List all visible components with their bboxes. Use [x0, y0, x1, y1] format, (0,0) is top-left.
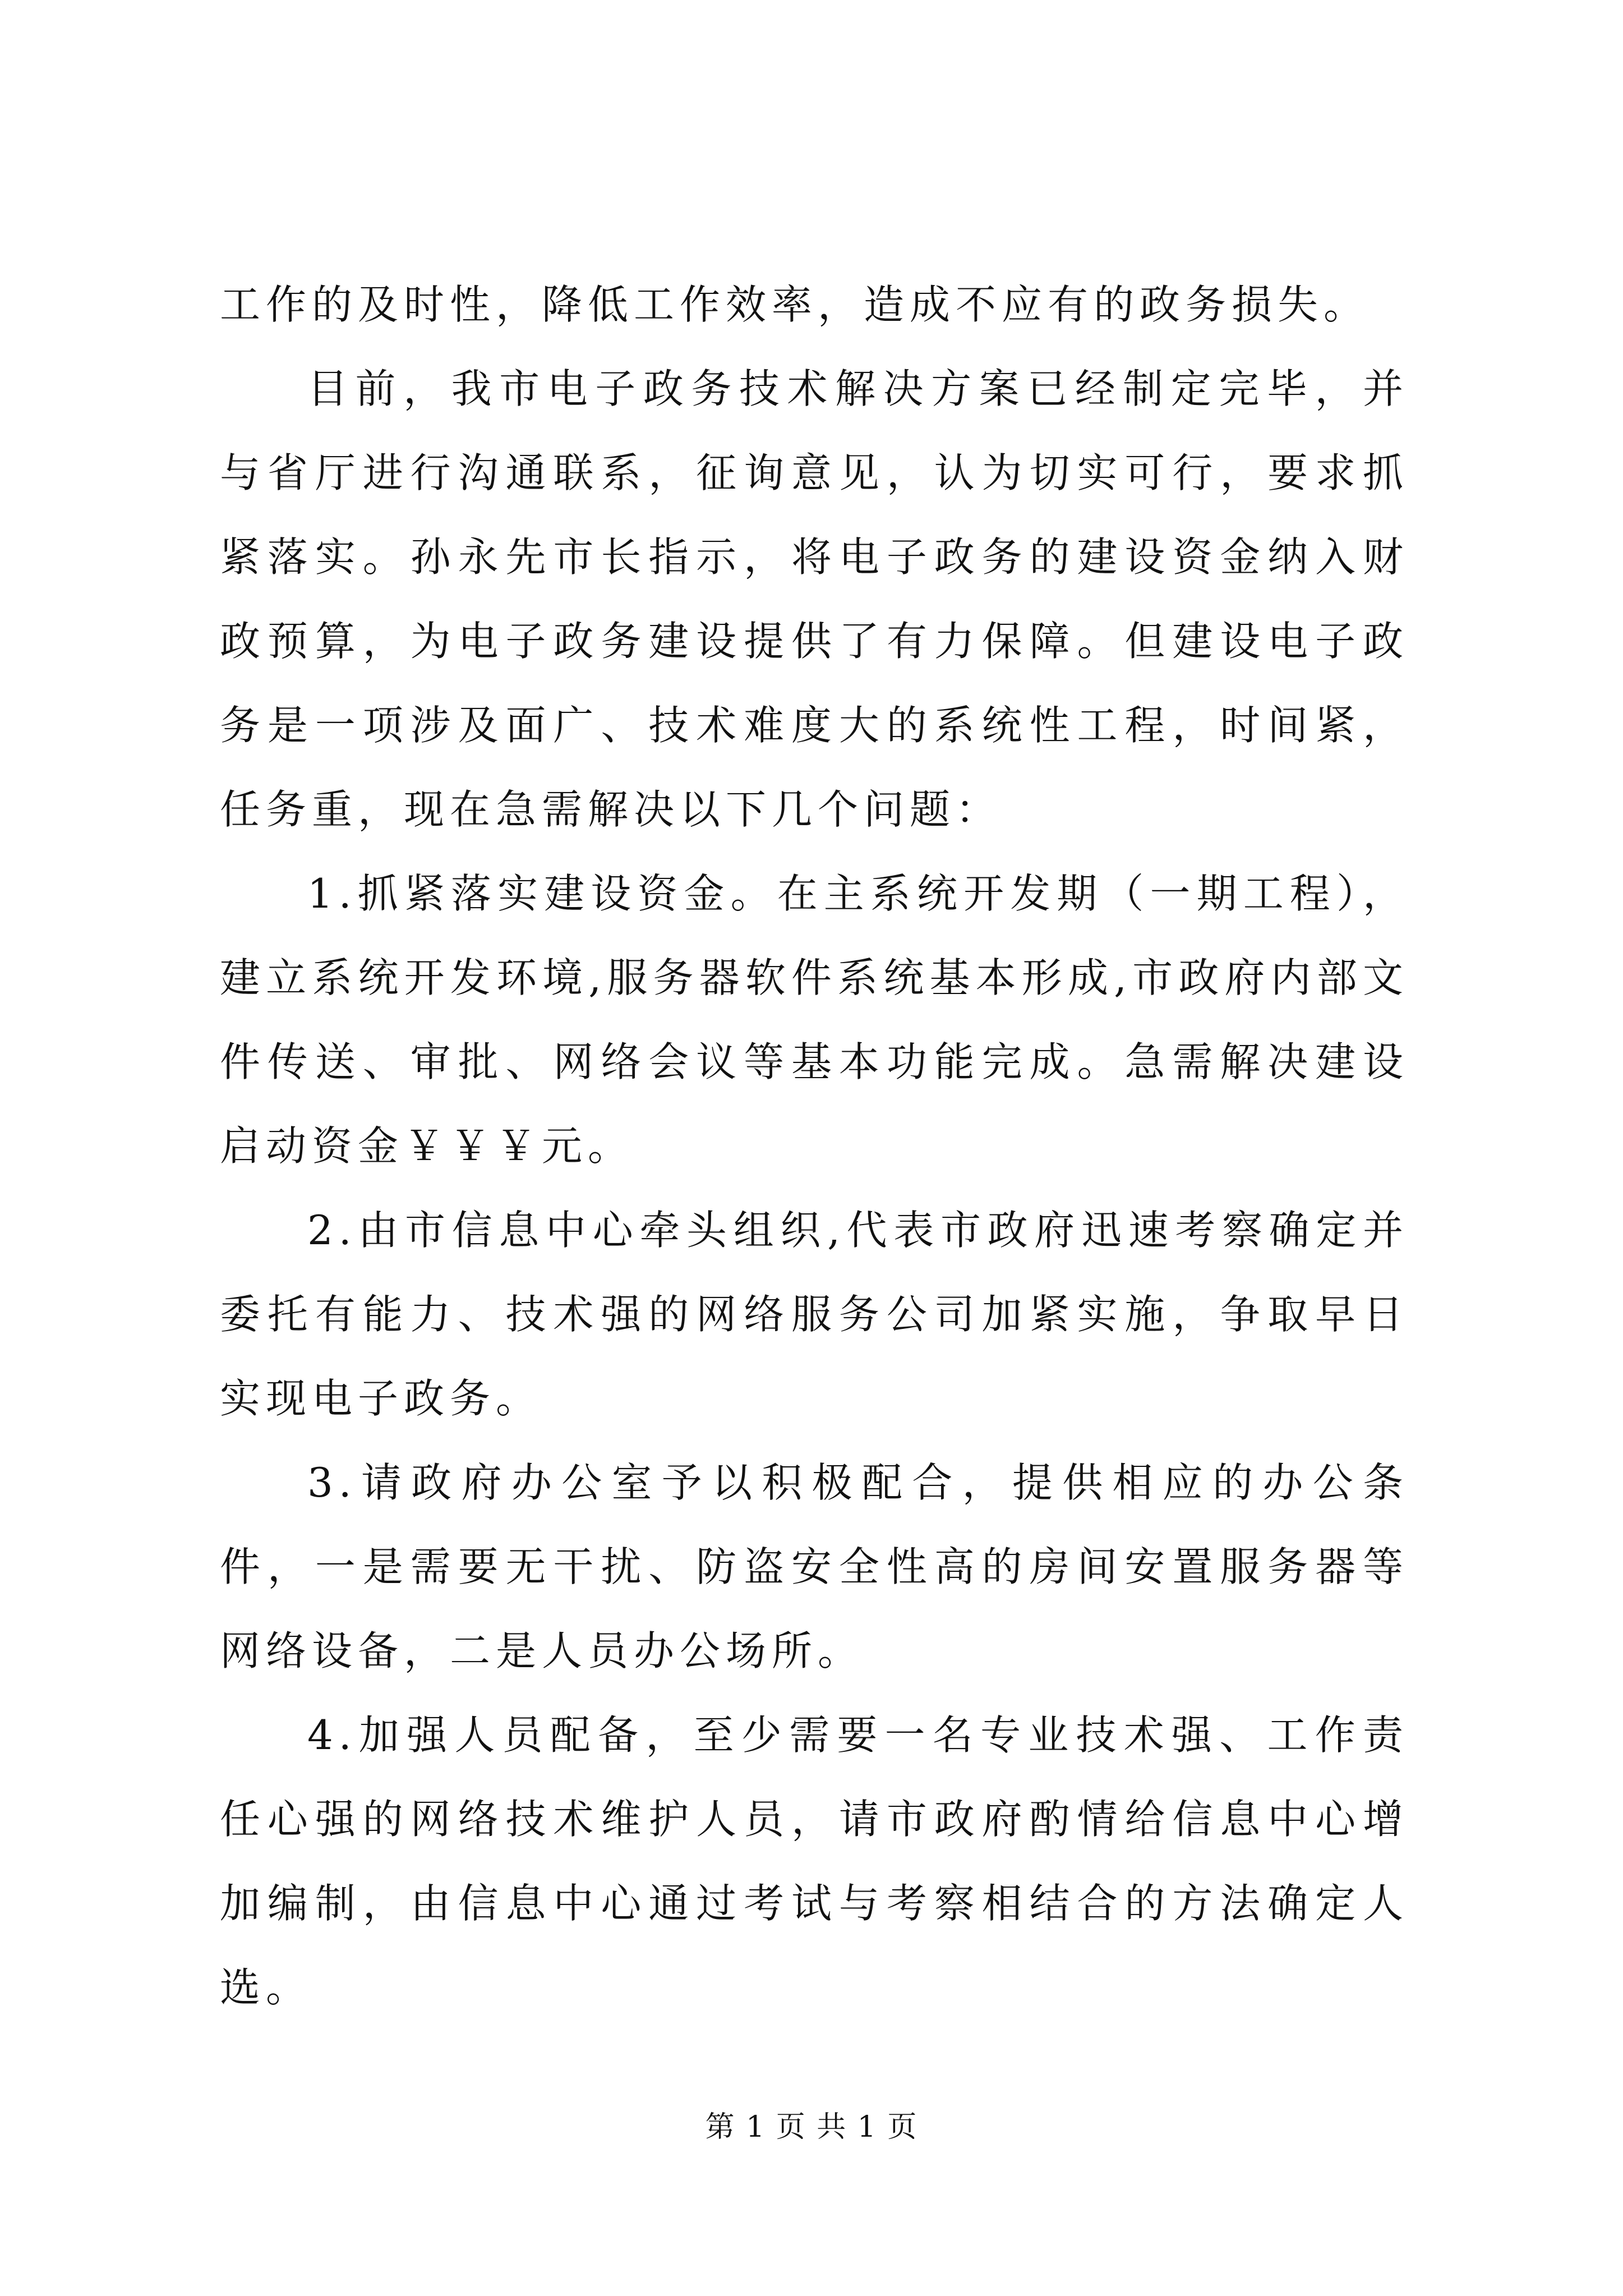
- document-body: [220, 263, 1409, 2030]
- page-number-footer: 第 1 页 共 1 页: [705, 2110, 918, 2144]
- paragraph-4: 2.由市信息中心牵头组织,代表市政府迅速考察确定并委托有能力、技术强的网络服务公司加紧实施，争取早日实现电子政务。: [220, 1207, 1409, 1422]
- paragraph-6: 4.加强人员配备，至少需要一名专业技术强、工作责任心强的网络技术维护人员，请市政府酌情给信息中心增加编制，由信息中心通过考试与考察相结合的方法确定人选。: [220, 1711, 1409, 2011]
- paragraph-2: 目前，我市电子政务技术解决方案已经制定完毕，并与省厅进行沟通联系，征询意见，认为切实可行，要求抓紧落实。孙永先市长指示，将电子政务的建设资金纳入财政预算，为电子政务建设提供了有力保障。但建设电子政务是一项涉及面广、技术难度大的系统性工程，时间紧，任务重，现在急需解决以下几个问题：: [220, 365, 1409, 833]
- paragraph-1: 工作的及时性，降低工作效率，造成不应有的政务损失。: [220, 281, 1370, 328]
- paragraph-5: 3.请政府办公室予以积极配合，提供相应的办公条件，一是需要无干扰、防盗安全性高的房间安置服务器等网络设备，二是人员办公场所。: [220, 1459, 1409, 1674]
- paragraph-3: 1.抓紧落实建设资金。在主系统开发期（一期工程），建立系统开发环境,服务器软件系统基本形成,市政府内部文件传送、审批、网络会议等基本功能完成。急需解决建设启动资金￥￥￥元。: [220, 870, 1409, 1170]
